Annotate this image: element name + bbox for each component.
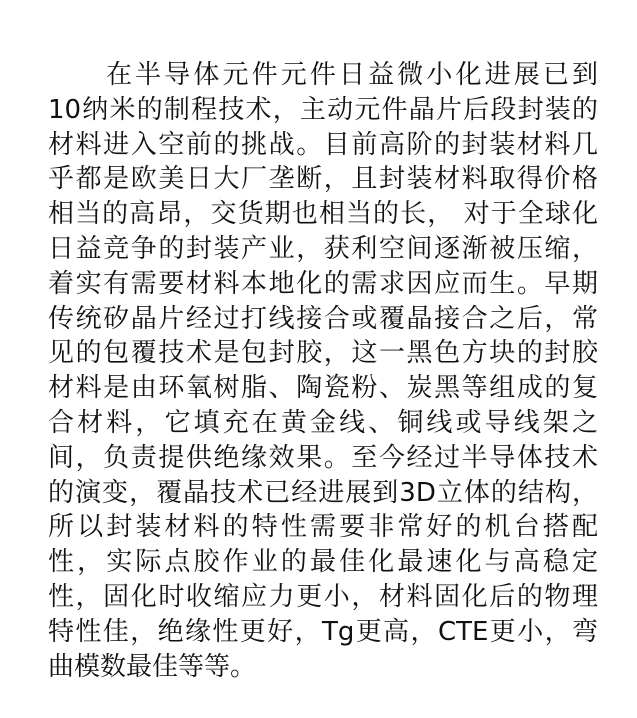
text-line: 10纳米的制程技术，主动元件晶片后段封装的	[48, 94, 598, 125]
text-line: 性，实际点胶作业的最佳化最速化与高稳定	[48, 547, 598, 578]
text-line: 乎都是欧美日大厂垄断，且封装材料取得价格	[48, 164, 598, 195]
text-line: 相当的高昂，交货期也相当的长， 对于全球化	[48, 199, 598, 230]
text-line: 性，固化时收缩应力更小，材料固化后的物理	[48, 581, 598, 612]
text-line: 日益竞争的封装产业，获利空间逐渐被压缩，	[48, 233, 598, 264]
text-line: 传统矽晶片经过打线接合或覆晶接合之后，常	[48, 303, 598, 334]
text-line: 材料是由环氧树脂、陶瓷粉、炭黑等组成的复	[48, 373, 598, 404]
text-line: 见的包覆技术是包封胶，这一黑色方块的封胶	[48, 338, 598, 369]
text-line: 间，负责提供绝缘效果。至今经过半导体技术	[48, 442, 598, 473]
text-line: 合材料，它填充在黄金线、铜线或导线架之	[48, 407, 598, 438]
text-line: 曲模数最佳等等。	[48, 651, 257, 682]
text-line: 所以封装材料的特性需要非常好的机台搭配	[48, 512, 598, 543]
text-line: 的演变，覆晶技术已经进展到3D立体的结构，	[48, 477, 598, 508]
text-line: 特性佳，绝缘性更好，Tg更高，CTE更小，弯	[48, 616, 598, 647]
text-line: 材料进入空前的挑战。目前高阶的封装材料几	[48, 129, 598, 160]
text-line: 着实有需要材料本地化的需求因应而生。早期	[48, 268, 598, 299]
text-line: 在半导体元件元件日益微小化进展已到	[106, 60, 598, 90]
article-paragraph	[48, 58, 598, 684]
